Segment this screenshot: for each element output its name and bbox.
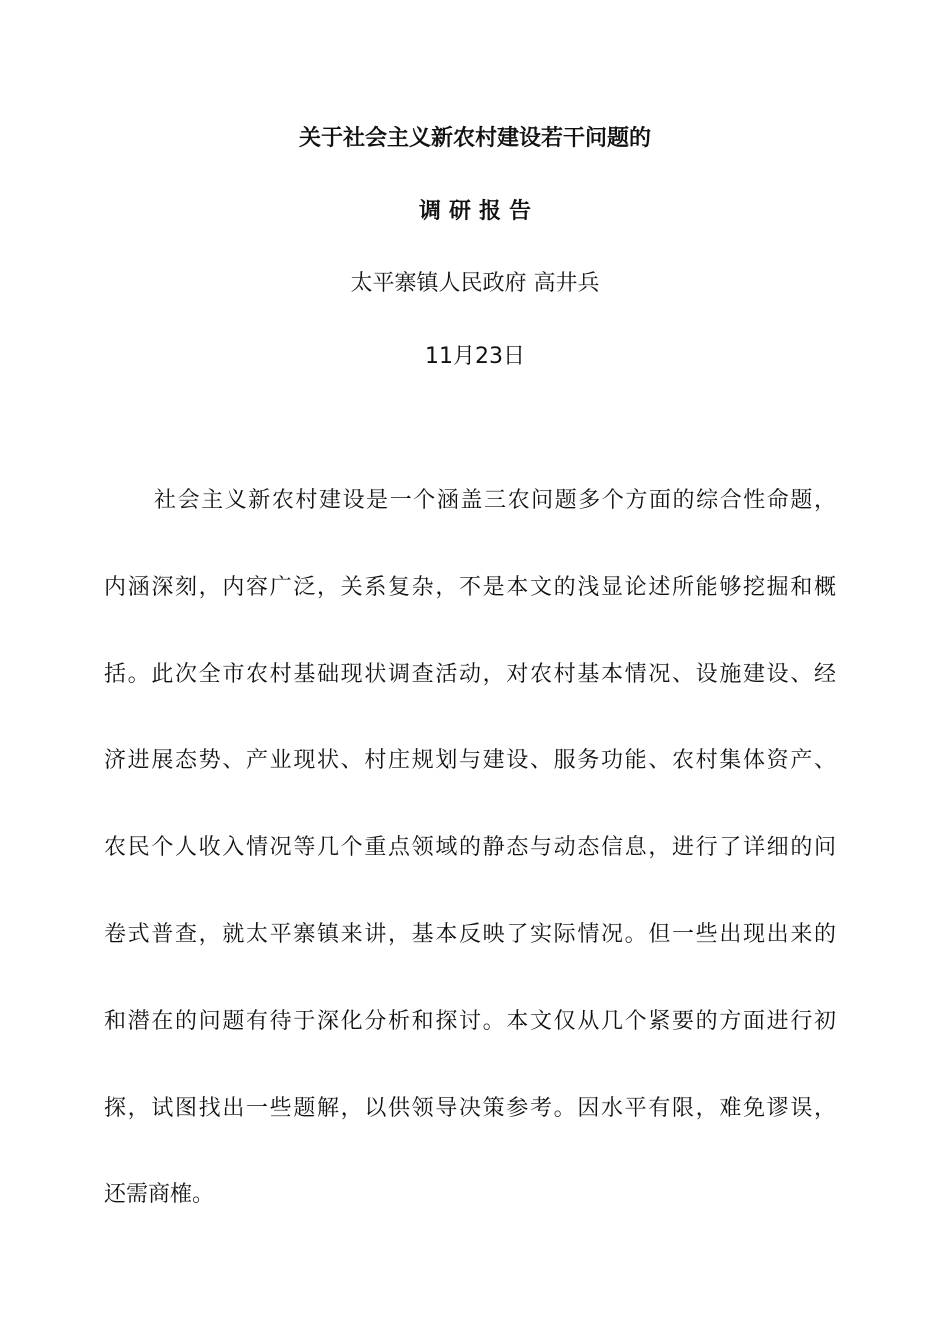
body-paragraph	[104, 458, 836, 1239]
paragraph-line: 农民个人收入情况等几个重点领域的静态与动态信息，进行了详细的问	[104, 835, 836, 861]
document-date: 11月23日	[425, 344, 525, 369]
paragraph-line: 济进展态势、产业现状、村庄规划与建设、服务功能、农村集体资产、	[104, 748, 836, 774]
author-byline: 太平寨镇人民政府 高井兵	[350, 271, 600, 296]
document-title-line-1: 关于社会主义新农村建设若干问题的	[298, 126, 651, 151]
paragraph-line: 社会主义新农村建设是一个涵盖三农问题多个方面的综合性命题，	[154, 488, 836, 513]
paragraph-line: 和潜在的问题有待于深化分析和探讨。本文仅从几个紧要的方面进行初	[104, 1008, 836, 1034]
paragraph-line: 卷式普查，就太平寨镇来讲，基本反映了实际情况。但一些出现出来的	[104, 921, 836, 947]
paragraph-line: 内涵深刻，内容广泛，关系复杂，不是本文的浅显论述所能够挖掘和概	[104, 574, 836, 600]
document-title-line-2: 调研报告	[418, 199, 539, 224]
paragraph-line: 还需商榷。	[104, 1182, 215, 1208]
paragraph-line: 括。此次全市农村基础现状调查活动，对农村基本情况、设施建设、经	[104, 661, 836, 687]
paragraph-line: 探，试图找出一些题解，以供领导决策参考。因水平有限，难免谬误，	[104, 1095, 836, 1121]
